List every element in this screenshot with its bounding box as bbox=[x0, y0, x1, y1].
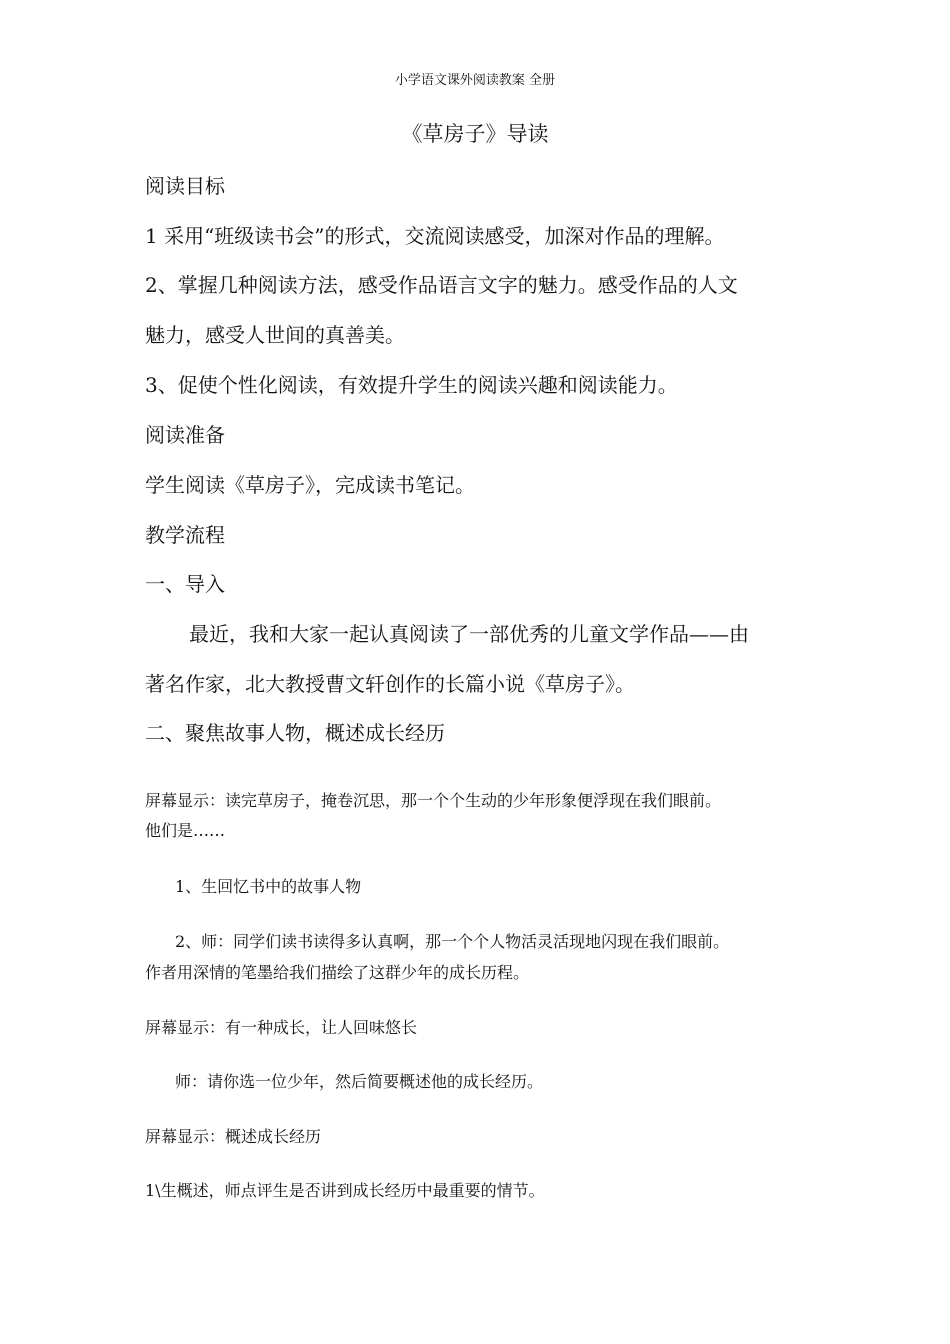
goal-3: 3、促使个性化阅读，有效提升学生的阅读兴趣和阅读能力。 bbox=[145, 373, 678, 397]
heading-reading-prep: 阅读准备 bbox=[145, 423, 225, 447]
document-title: 《草房子》导读 bbox=[401, 122, 549, 146]
teacher-prompt: 师：请你选一位少年，然后简要概述他的成长经历。 bbox=[175, 1072, 544, 1091]
screen-display-1-continued: 他们是…… bbox=[145, 821, 226, 840]
running-header: 小学语文课外阅读教案 全册 bbox=[394, 73, 556, 88]
screen-display-1: 屏幕显示：读完草房子，掩卷沉思，那一个个生动的少年形象便浮现在我们眼前。 bbox=[145, 791, 722, 810]
heading-teaching-flow: 教学流程 bbox=[145, 523, 225, 547]
step-3: 1\生概述，师点评生是否讲到成长经历中最重要的情节。 bbox=[145, 1181, 545, 1200]
section-1-heading: 一、导入 bbox=[145, 572, 225, 596]
screen-display-3: 屏幕显示：概述成长经历 bbox=[145, 1127, 322, 1146]
step-1: 1、生回忆书中的故事人物 bbox=[175, 877, 362, 896]
section-2-heading: 二、聚焦故事人物，概述成长经历 bbox=[145, 721, 445, 745]
intro-paragraph: 最近，我和大家一起认真阅读了一部优秀的儿童文学作品——由 bbox=[189, 622, 749, 646]
step-2-continued: 作者用深情的笔墨给我们描绘了这群少年的成长历程。 bbox=[145, 963, 530, 982]
heading-reading-goals: 阅读目标 bbox=[145, 174, 225, 198]
goal-2-continued: 魅力，感受人世间的真善美。 bbox=[145, 323, 405, 347]
intro-paragraph-continued: 著名作家，北大教授曹文轩创作的长篇小说《草房子》。 bbox=[145, 672, 635, 696]
goal-2: 2、掌握几种阅读方法，感受作品语言文字的魅力。感受作品的人文 bbox=[145, 273, 738, 297]
screen-display-2: 屏幕显示：有一种成长，让人回味悠长 bbox=[145, 1018, 418, 1037]
goal-1: 1 采用“班级读书会”的形式，交流阅读感受，加深对作品的理解。 bbox=[145, 224, 725, 248]
step-2: 2、师：同学们读书读得多认真啊，那一个个人物活灵活现地闪现在我们眼前。 bbox=[175, 932, 730, 951]
prep-text: 学生阅读《草房子》，完成读书笔记。 bbox=[145, 473, 475, 497]
